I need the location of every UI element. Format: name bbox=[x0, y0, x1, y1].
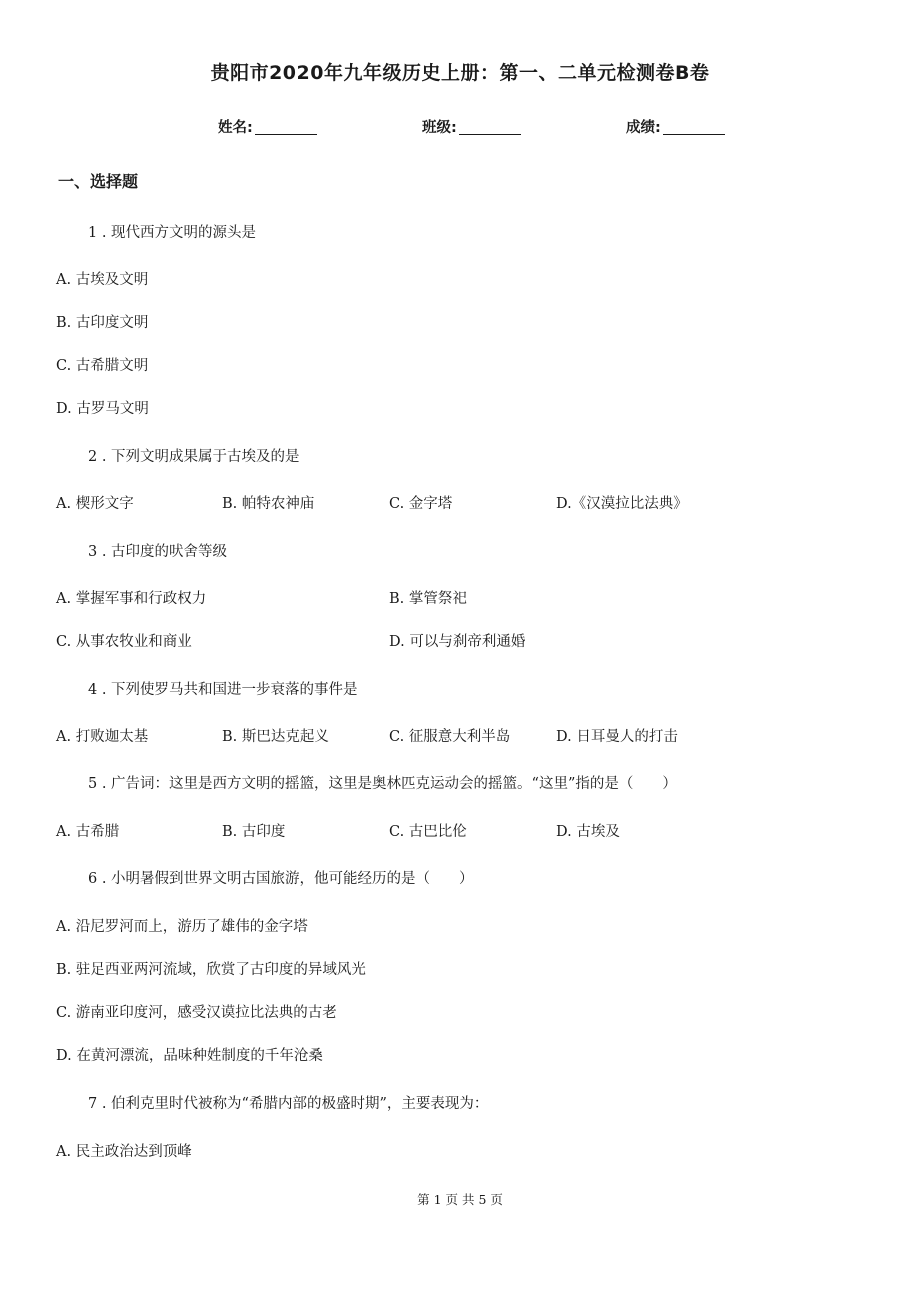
option: B. 斯巴达克起义 bbox=[222, 729, 329, 745]
option: D. 古埃及 bbox=[556, 824, 620, 840]
option: A. 古埃及文明 bbox=[56, 272, 149, 288]
option: C. 征服意大利半岛 bbox=[389, 729, 511, 745]
option: A. 民主政治达到顶峰 bbox=[56, 1144, 192, 1160]
question-stem: 7 . 伯利克里时代被称为“希腊内部的极盛时期”，主要表现为： bbox=[88, 1096, 489, 1112]
score-blank bbox=[663, 119, 725, 135]
option: A. 打败迦太基 bbox=[56, 729, 149, 745]
page-footer: 第 1 页 共 5 页 bbox=[417, 1192, 503, 1207]
option: A. 古希腊 bbox=[56, 824, 120, 840]
option: C. 游南亚印度河，感受汉谟拉比法典的古老 bbox=[56, 1005, 337, 1021]
class-blank bbox=[459, 119, 521, 135]
option: B. 古印度文明 bbox=[56, 315, 149, 331]
score-label: 成绩: bbox=[626, 120, 661, 136]
option: C. 从事农牧业和商业 bbox=[56, 634, 192, 650]
question-stem: 2 . 下列文明成果属于古埃及的是 bbox=[88, 449, 300, 465]
option: A. 掌握军事和行政权力 bbox=[56, 591, 207, 607]
name-label: 姓名: bbox=[218, 120, 253, 136]
option: D. 日耳曼人的打击 bbox=[556, 729, 678, 745]
class-field bbox=[422, 116, 521, 137]
option: B. 帕特农神庙 bbox=[222, 496, 315, 512]
option: C. 金字塔 bbox=[389, 496, 453, 512]
option: C. 古希腊文明 bbox=[56, 358, 149, 374]
class-label: 班级: bbox=[422, 120, 457, 136]
option: D.《汉漠拉比法典》 bbox=[556, 496, 688, 512]
option: B. 掌管祭祀 bbox=[389, 591, 467, 607]
question-stem: 4 . 下列使罗马共和国进一步衰落的事件是 bbox=[88, 682, 358, 698]
option: D. 可以与刹帝利通婚 bbox=[389, 634, 526, 650]
question-stem: 5 . 广告词：这里是西方文明的摇篮，这里是奥林匹克运动会的摇篮。“这里”指的是（ ） bbox=[88, 776, 677, 792]
option: B. 驻足西亚两河流域，欣赏了古印度的异域风光 bbox=[56, 962, 366, 978]
option: C. 古巴比伦 bbox=[389, 824, 467, 840]
name-field bbox=[218, 116, 317, 137]
question-stem: 1 . 现代西方文明的源头是 bbox=[88, 225, 257, 241]
score-field bbox=[626, 116, 725, 137]
option: B. 古印度 bbox=[222, 824, 286, 840]
name-blank bbox=[255, 119, 317, 135]
option: D. 在黄河漂流，品味种姓制度的千年沧桑 bbox=[56, 1048, 323, 1064]
question-stem: 3 . 古印度的吠舍等级 bbox=[88, 544, 228, 560]
option: A. 沿尼罗河而上，游历了雄伟的金字塔 bbox=[56, 919, 308, 935]
option: A. 楔形文字 bbox=[56, 496, 134, 512]
page-title: 贵阳市2020年九年级历史上册：第一、二单元检测卷B卷 bbox=[210, 62, 710, 84]
section-title: 一、选择题 bbox=[58, 172, 139, 191]
question-stem: 6 . 小明暑假到世界文明古国旅游，他可能经历的是（ ） bbox=[88, 871, 474, 887]
option: D. 古罗马文明 bbox=[56, 401, 149, 417]
